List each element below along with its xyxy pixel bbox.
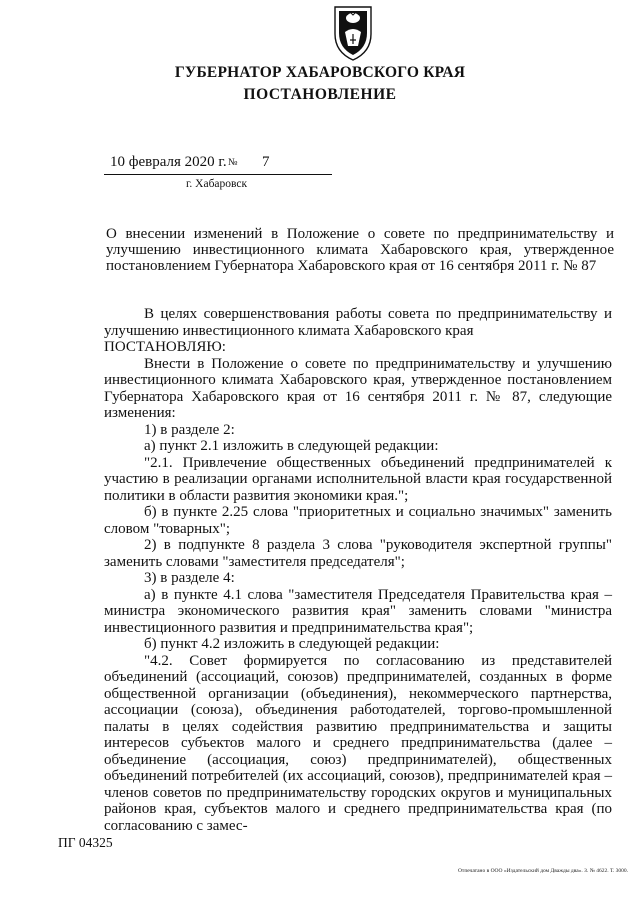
paragraph: а) пункт 2.1 изложить в следующей редакции: (144, 438, 439, 454)
document-title: О внесении изменений в Положение о совете по предпринимательству и улучшению инвестиционного климата Хабаровского края, утвержденное постановлением Губернатора Хабаровского края от 16 сентября 2011 г. № 87 (106, 226, 614, 274)
document-code: ПГ 04325 (58, 835, 113, 850)
paragraph: Внести в Положение о совете по предпринимательству и улучшению инвестиционного климата Хабаровского края, утвержденное постановлением Губернатора Хабаровского края от 16 сентября 2011 г. № 87, следующие изменения: (104, 355, 612, 421)
paragraph: "2.1. Привлечение общественных объединений предпринимателей к участию в реализации органами исполнительной власти края государственной политики в области развития экономики края."; (104, 454, 612, 504)
document-body (104, 306, 612, 834)
coat-of-arms-icon (330, 4, 376, 62)
paragraph: 3) в разделе 4: (144, 570, 235, 586)
paragraph: 2) в подпункте 8 раздела 3 слова "руководителя экспертной группы" заменить словами "заместителя председателя"; (104, 537, 612, 570)
decree-word: ПОСТАНОВЛЯЮ: (104, 339, 226, 355)
header-doc-type: ПОСТАНОВЛЕНИЕ (243, 86, 397, 103)
paragraph: В целях совершенствования работы совета по предпринимательству и улучшению инвестиционного климата Хабаровского края (104, 306, 612, 339)
paragraph: 1) в разделе 2: (144, 421, 235, 438)
number-label: № (228, 157, 238, 168)
paragraph: а) в пункте 4.1 слова "заместителя Председателя Правительства края – министра экономического развития края" заменить словами "министра инвестиционного развития и предпринимательства края"; (104, 586, 612, 636)
paragraph: б) пункт 4.2 изложить в следующей редакции: (144, 636, 440, 652)
paragraph: "4.2. Совет формируется по согласованию из представителей объединений (ассоциаций, союзов) предпринимателей, созданных в форме общественной организации (объединения), некоммерческого партнерства, ассоциации (союза), объединения работодателей, торгово-промышленной палаты в целях содействия развитию предпринимательства и защиты интересов субъектов малого и среднего предпринимательства (далее – объединение (ассоциация, союз) предпринимателей), общественных объединений потребителей (их ассоциаций, союзов), предпринимателей края – членов советов по предпринимательству городских округов и муниципальных районов края, субъектов малого и среднего предпринимательства края (по согласованию с замес- (104, 652, 612, 834)
header-org: ГУБЕРНАТОР ХАБАРОВСКОГО КРАЯ (174, 64, 466, 81)
printer-note: Отпечатано в ООО «Издательский дом Дважды два». З. № 4622. Т. 3000. (457, 868, 628, 874)
document-number: 7 (262, 154, 270, 170)
document-date: 10 февраля 2020 г. (110, 154, 227, 170)
paragraph: б) в пункте 2.25 слова "приоритетных и социально значимых" заменить словом "товарных"; (104, 504, 612, 537)
document-date-line (104, 154, 332, 175)
document-place: г. Хабаровск (186, 178, 248, 190)
